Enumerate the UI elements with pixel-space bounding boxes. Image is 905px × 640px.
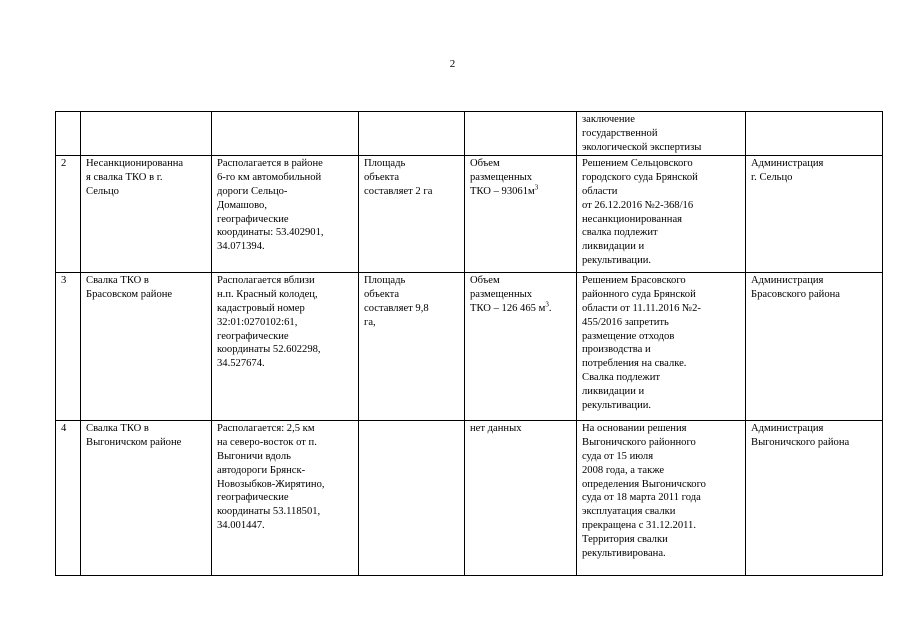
volume-text: нет данных — [470, 423, 522, 435]
cell-responsible — [746, 112, 883, 156]
table-row — [56, 421, 883, 576]
cell-number — [56, 112, 81, 156]
volume-text: Объем размещенных ТКО – 93061м — [470, 158, 535, 197]
cell-responsible: Администрация Выгоничского района — [746, 421, 883, 576]
cell-number: 3 — [56, 273, 81, 421]
cell-area — [359, 421, 465, 576]
cell-decision: Решением Сельцовского городского суда Брянской области от 26.12.2016 №2-368/16 несанкционированная свалка подлежит ликвидации и рекультивации. — [577, 156, 746, 273]
cell-area: Площадь объекта составляет 9,8 га, — [359, 273, 465, 421]
table-row — [56, 156, 883, 273]
cell-responsible: Администрация Брасовского района — [746, 273, 883, 421]
volume-text: Объем размещенных ТКО – 126 465 м — [470, 275, 546, 314]
cell-location — [212, 112, 359, 156]
cell-volume — [465, 273, 577, 421]
cell-volume — [465, 112, 577, 156]
landfill-registry-table — [55, 111, 883, 576]
page-number: 2 — [449, 58, 456, 70]
table-row — [56, 273, 883, 421]
cell-decision: заключение государственной экологической экспертизы — [577, 112, 746, 156]
cell-number: 2 — [56, 156, 81, 273]
cell-location: Располагается вблизи н.п. Красный колодец, кадастровый номер 32:01:0270102:61, географические координаты 52.602298, 34.527674. — [212, 273, 359, 421]
cell-volume — [465, 156, 577, 273]
cell-name: Несанкционированна я свалка ТКО в г. Сельцо — [81, 156, 212, 273]
cell-area: Площадь объекта составляет 2 га — [359, 156, 465, 273]
cell-area — [359, 112, 465, 156]
table-row — [56, 112, 883, 156]
cell-decision: На основании решения Выгоничского районного суда от 15 июля 2008 года, а также определения Выгоничского суда от 18 марта 2011 года эксплуатация свалки прекращена с 31.12.2011. Территория свалки рекультивирована. — [577, 421, 746, 576]
cell-location: Располагается в районе 6-го км автомобильной дороги Сельцо- Домашово, географические координаты: 53.402901, 34.071394. — [212, 156, 359, 273]
cell-location: Располагается: 2,5 км на северо-восток от п. Выгоничи вдоль автодороги Брянск- Новозыбков-Жирятино, географические координаты 53.118501, 34.001447. — [212, 421, 359, 576]
cell-name: Свалка ТКО в Выгоничском районе — [81, 421, 212, 576]
volume-unit-exponent: 3 — [534, 183, 539, 192]
volume-unit-exponent: 3 — [545, 300, 549, 309]
cell-number: 4 — [56, 421, 81, 576]
cell-responsible: Администрация г. Сельцо — [746, 156, 883, 273]
cell-decision: Решением Брасовского районного суда Брянской области от 11.11.2016 №2- 455/2016 запретить размещение отходов производства и потребления на свалке. Свалка подлежит ликвидации и рекультивации. — [577, 273, 746, 421]
cell-name — [81, 112, 212, 156]
cell-name: Свалка ТКО в Брасовском районе — [81, 273, 212, 421]
volume-suffix: . — [548, 302, 552, 314]
cell-volume — [465, 421, 577, 576]
